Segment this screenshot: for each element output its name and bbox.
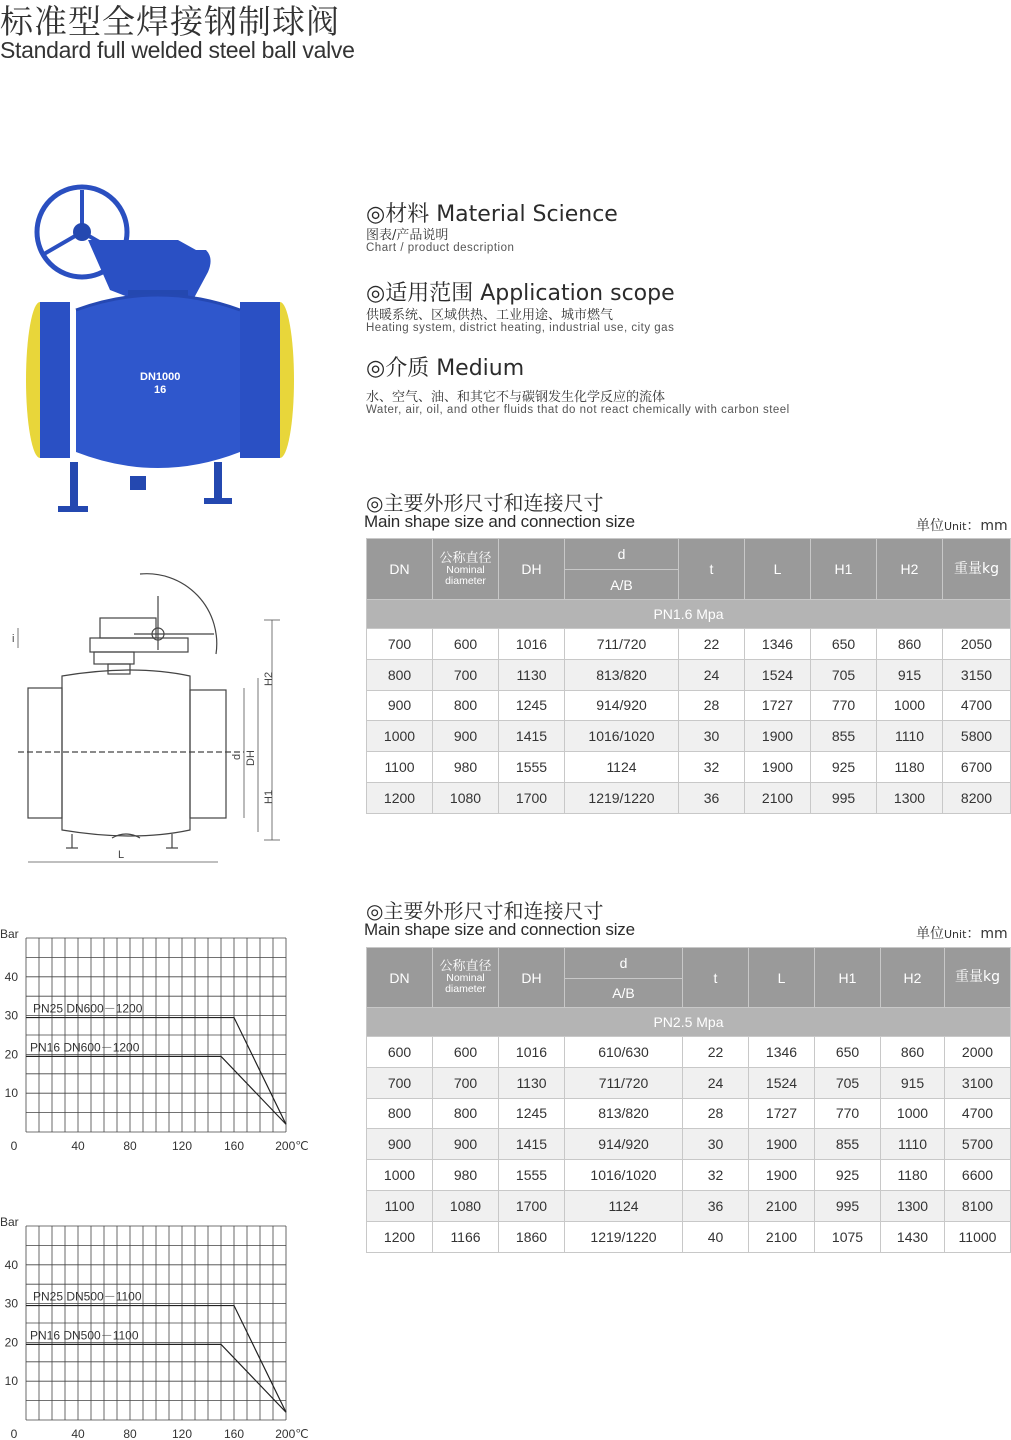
table-cell: 980: [433, 752, 499, 783]
table-cell: 1000: [367, 721, 433, 752]
table-cell: 1000: [367, 1160, 433, 1191]
table-row: [367, 782, 1011, 813]
table-cell: 900: [367, 690, 433, 721]
x-tick-label: 160: [223, 1427, 245, 1440]
y-tick-label: 20: [4, 1335, 18, 1350]
x-axis-unit: 200℃: [275, 1427, 309, 1440]
dim-label-l: L: [118, 849, 125, 861]
table-row: [367, 659, 1011, 690]
table-cell: 1180: [877, 752, 943, 783]
section-scope-en: Heating system, district heating, industrial use, city gas: [366, 322, 675, 334]
table-cell: 1700: [499, 782, 565, 813]
y-tick-label: 30: [4, 1008, 18, 1023]
table-cell: 1860: [499, 1221, 565, 1252]
section-scope-heading: ◎适用范围 Application scope: [366, 281, 675, 306]
table-cell: 700: [433, 659, 499, 690]
photo-marking-pressure: 16: [154, 384, 167, 396]
table-cell: 1430: [881, 1221, 945, 1252]
section-scope-cn: 供暖系统、区域供热、工业用途、城市燃气: [366, 308, 614, 323]
table-row: [367, 1067, 1011, 1098]
valve-photo: [18, 180, 298, 520]
table-cell: 705: [815, 1067, 881, 1098]
table-cell: 1110: [877, 721, 943, 752]
table-cell: 800: [433, 690, 499, 721]
dim-label-d: d: [231, 753, 243, 760]
curve-label: PN16 DN500－1100: [30, 1328, 139, 1343]
col-ab: A/B: [565, 979, 683, 1008]
y-tick-label: 10: [4, 1086, 18, 1101]
spec-table-pn25: [366, 947, 1011, 1253]
table-row: [367, 1037, 1011, 1068]
col-nominal: 公称直径 Nominal diameter: [433, 539, 499, 600]
table-row: [367, 1190, 1011, 1221]
x-tick-label: 0: [10, 1139, 18, 1153]
x-tick-label: 120: [171, 1139, 193, 1153]
table-cell: 3100: [945, 1067, 1011, 1098]
table-cell: 770: [811, 690, 877, 721]
table-cell: 2100: [745, 782, 811, 813]
table-cell: 30: [679, 721, 745, 752]
x-tick-label: 120: [171, 1427, 193, 1440]
table-cell: 1245: [499, 1098, 565, 1129]
table-cell: 1900: [749, 1129, 815, 1160]
table-cell: 2000: [945, 1037, 1011, 1068]
table-cell: 1200: [367, 782, 433, 813]
table-cell: 1300: [877, 782, 943, 813]
table-cell: 3150: [943, 659, 1011, 690]
table-row: [367, 1221, 1011, 1252]
table2-unit: 单位Unit：mm: [916, 926, 1008, 942]
col-t: t: [679, 539, 745, 600]
dim-label-dh: DH: [245, 750, 257, 766]
table-cell: 1016: [499, 1037, 565, 1068]
table-cell: 22: [679, 629, 745, 660]
col-l: L: [749, 948, 815, 1008]
table-cell: 1166: [433, 1221, 499, 1252]
table-cell: 32: [683, 1160, 749, 1191]
table-cell: 711/720: [565, 1067, 683, 1098]
table-cell: 1415: [499, 1129, 565, 1160]
table-cell: 1700: [499, 1190, 565, 1221]
table-cell: 900: [433, 721, 499, 752]
x-tick-label: 40: [71, 1139, 85, 1153]
dim-label-h2: H2: [263, 671, 275, 686]
table-cell: 855: [815, 1129, 881, 1160]
pressure-band: PN2.5 Mpa: [367, 1008, 1011, 1037]
table-row: [367, 721, 1011, 752]
section-material-cn: 图表/产品说明: [366, 228, 449, 243]
table-cell: 600: [433, 629, 499, 660]
table-cell: 1000: [881, 1098, 945, 1129]
table-cell: 855: [811, 721, 877, 752]
y-tick-label: 40: [4, 969, 18, 984]
table-cell: 8100: [945, 1190, 1011, 1221]
table-cell: 800: [367, 659, 433, 690]
table-cell: 1555: [499, 752, 565, 783]
table-cell: 1080: [433, 1190, 499, 1221]
table-cell: 24: [683, 1067, 749, 1098]
table1-title-cn: ◎主要外形尺寸和连接尺寸: [366, 491, 604, 515]
col-h2: H2: [877, 539, 943, 600]
col-weight: 重量kg: [943, 539, 1011, 600]
pt-chart-2: [0, 1214, 310, 1439]
table-row: [367, 1098, 1011, 1129]
table-cell: 711/720: [565, 629, 679, 660]
table-cell: 650: [811, 629, 877, 660]
table-cell: 5700: [945, 1129, 1011, 1160]
table-cell: 1100: [367, 1190, 433, 1221]
table-cell: 6600: [945, 1160, 1011, 1191]
col-d: d: [565, 948, 683, 979]
table-cell: 1727: [745, 690, 811, 721]
table-cell: 1415: [499, 721, 565, 752]
table-cell: 2050: [943, 629, 1011, 660]
y-axis-unit: Bar: [0, 927, 19, 941]
table-cell: 1727: [749, 1098, 815, 1129]
y-tick-label: 40: [4, 1257, 18, 1272]
col-t: t: [683, 948, 749, 1008]
table-cell: 600: [433, 1037, 499, 1068]
y-tick-label: 20: [4, 1047, 18, 1062]
table-cell: 1524: [749, 1067, 815, 1098]
table2-title-cn: ◎主要外形尺寸和连接尺寸: [366, 899, 604, 923]
x-axis-unit: 200℃: [275, 1139, 309, 1153]
table-cell: 32: [679, 752, 745, 783]
section-material-en: Chart / product description: [366, 242, 515, 254]
col-nominal: 公称直径 Nominal diameter: [433, 948, 499, 1008]
table-cell: 4700: [945, 1098, 1011, 1129]
table-cell: 860: [881, 1037, 945, 1068]
table-cell: 1016/1020: [565, 1160, 683, 1191]
table-cell: 28: [679, 690, 745, 721]
col-dh: DH: [499, 948, 565, 1008]
section-material-heading: ◎材料 Material Science: [366, 202, 618, 227]
col-l: L: [745, 539, 811, 600]
table-row: [367, 752, 1011, 783]
table-cell: 900: [433, 1129, 499, 1160]
table-cell: 1130: [499, 659, 565, 690]
table-row: [367, 1160, 1011, 1191]
table-cell: 705: [811, 659, 877, 690]
table-cell: 700: [367, 1067, 433, 1098]
table-cell: 1130: [499, 1067, 565, 1098]
table-cell: 36: [679, 782, 745, 813]
x-tick-label: 40: [71, 1427, 85, 1440]
table-cell: 1016: [499, 629, 565, 660]
section-medium-heading: ◎介质 Medium: [366, 356, 525, 381]
table-cell: 1524: [745, 659, 811, 690]
table-cell: 800: [367, 1098, 433, 1129]
col-d: d: [565, 539, 679, 570]
col-h2: H2: [881, 948, 945, 1008]
table-cell: 1245: [499, 690, 565, 721]
table1-unit: 单位Unit：mm: [916, 518, 1008, 534]
table-cell: 1180: [881, 1160, 945, 1191]
table-cell: 4700: [943, 690, 1011, 721]
table-cell: 860: [877, 629, 943, 660]
table-cell: 1000: [877, 690, 943, 721]
table-cell: 925: [815, 1160, 881, 1191]
table-cell: 1124: [565, 752, 679, 783]
table-cell: 813/820: [565, 659, 679, 690]
table-cell: 1075: [815, 1221, 881, 1252]
col-weight: 重量kg: [945, 948, 1011, 1008]
table-cell: 700: [367, 629, 433, 660]
table-cell: 5800: [943, 721, 1011, 752]
dim-label-i: i: [12, 633, 15, 645]
x-tick-label: 80: [123, 1427, 137, 1440]
table-cell: 995: [815, 1190, 881, 1221]
table-cell: 610/630: [565, 1037, 683, 1068]
pressure-band: PN1.6 Mpa: [367, 600, 1011, 629]
table-row: [367, 629, 1011, 660]
section-medium-en: Water, air, oil, and other fluids that do not react chemically with carbon steel: [366, 404, 790, 416]
table-cell: 1346: [749, 1037, 815, 1068]
table-cell: 915: [881, 1067, 945, 1098]
table2-title-en: Main shape size and connection size: [364, 920, 635, 939]
table-cell: 650: [815, 1037, 881, 1068]
x-tick-label: 0: [10, 1427, 18, 1440]
table-cell: 1219/1220: [565, 1221, 683, 1252]
table-cell: 600: [367, 1037, 433, 1068]
table-cell: 925: [811, 752, 877, 783]
page-title-cn: 标准型全焊接钢制球阀: [0, 2, 340, 41]
section-medium-cn: 水、空气、油、和其它不与碳钢发生化学反应的流体: [366, 390, 666, 405]
table-cell: 914/920: [565, 690, 679, 721]
table-cell: 1900: [745, 752, 811, 783]
table-cell: 1900: [749, 1160, 815, 1191]
table-cell: 11000: [945, 1221, 1011, 1252]
dim-label-h1: H1: [263, 789, 275, 804]
table-cell: 1016/1020: [565, 721, 679, 752]
table-cell: 28: [683, 1098, 749, 1129]
curve-label: PN16 DN600－1200: [30, 1040, 140, 1055]
table-cell: 1555: [499, 1160, 565, 1191]
technical-drawing: [14, 568, 294, 868]
table-cell: 915: [877, 659, 943, 690]
table-cell: 6700: [943, 752, 1011, 783]
table-cell: 900: [367, 1129, 433, 1160]
col-h1: H1: [811, 539, 877, 600]
pt-chart-1: [0, 926, 310, 1151]
col-dn: DN: [367, 539, 433, 600]
table-cell: 770: [815, 1098, 881, 1129]
table-cell: 22: [683, 1037, 749, 1068]
table-cell: 914/920: [565, 1129, 683, 1160]
table-cell: 1300: [881, 1190, 945, 1221]
col-ab: A/B: [565, 570, 679, 600]
table-cell: 8200: [943, 782, 1011, 813]
table-cell: 30: [683, 1129, 749, 1160]
y-axis-unit: Bar: [0, 1215, 19, 1229]
y-tick-label: 30: [4, 1296, 18, 1311]
table-cell: 2100: [749, 1190, 815, 1221]
table-row: [367, 1129, 1011, 1160]
col-h1: H1: [815, 948, 881, 1008]
table1-title-en: Main shape size and connection size: [364, 512, 635, 531]
table-cell: 1219/1220: [565, 782, 679, 813]
x-tick-label: 80: [123, 1139, 137, 1153]
table-cell: 813/820: [565, 1098, 683, 1129]
table-cell: 2100: [749, 1221, 815, 1252]
table-cell: 800: [433, 1098, 499, 1129]
x-tick-label: 160: [223, 1139, 245, 1153]
col-dh: DH: [499, 539, 565, 600]
photo-marking-size: DN1000: [140, 371, 181, 383]
table-cell: 1080: [433, 782, 499, 813]
table-cell: 1346: [745, 629, 811, 660]
table-cell: 1124: [565, 1190, 683, 1221]
table-cell: 36: [683, 1190, 749, 1221]
y-tick-label: 10: [4, 1374, 18, 1389]
table-cell: 1100: [367, 752, 433, 783]
table-cell: 1200: [367, 1221, 433, 1252]
curve-label: PN25 DN600－1200: [33, 1001, 143, 1016]
table-cell: 1900: [745, 721, 811, 752]
table-cell: 1110: [881, 1129, 945, 1160]
table-row: [367, 690, 1011, 721]
curve-label: PN25 DN500－1100: [33, 1289, 142, 1304]
table-cell: 700: [433, 1067, 499, 1098]
table-cell: 980: [433, 1160, 499, 1191]
table-cell: 40: [683, 1221, 749, 1252]
spec-table-pn16: [366, 538, 1011, 814]
table-cell: 24: [679, 659, 745, 690]
page-title-en: Standard full welded steel ball valve: [0, 37, 355, 63]
col-dn: DN: [367, 948, 433, 1008]
table-cell: 995: [811, 782, 877, 813]
